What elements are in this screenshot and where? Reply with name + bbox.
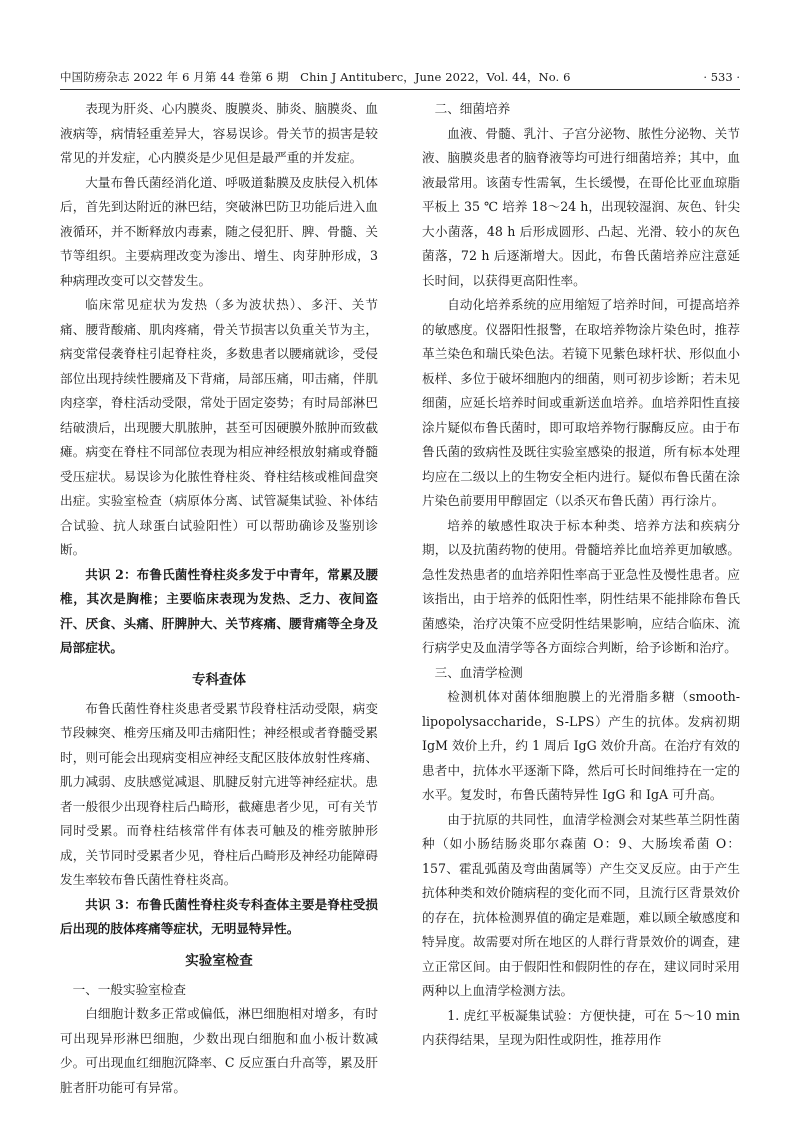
header-rule <box>60 89 740 90</box>
body-paragraph: 血液、骨髓、乳汁、子宫分泌物、脓性分泌物、关节液、脑膜炎患者的脑脊液等均可进行细菌培养；其中，血液最常用。该菌专性需氧，生长缓慢，在哥伦比亚血琼脂平板上 35 ℃ 培养 18～24 h，出现较湿润、灰色、针尖大小菌落，48 h 后形成圆形、凸起、光滑、较小的灰色菌落，72 h 后逐渐增大。因此，布鲁氏菌培养应注意延长时间，以获得更高阳性率。 <box>422 125 740 288</box>
body-paragraph: 检测机体对菌体细胞膜上的光滑脂多糖（smooth-lipopolysaccharide，S-LPS）产生的抗体。发病初期 IgM 效价上升，约 1 周后 IgG 效价升高。在治疗有效的患者中，抗体水平逐渐下降，然后可长时间维持在一定的水平。复发时，布鲁氏菌特异性 IgG 和 IgA 可升高。 <box>422 689 740 802</box>
consensus-statement: 共识 2：布鲁氏菌性脊柱炎多发于中青年，常累及腰椎，其次是胸椎；主要临床表现为发热、乏力、夜间盗汗、厌食、头痛、肝脾肿大、关节疼痛、腰背痛等全身及局部症状。 <box>60 566 378 655</box>
section-heading: 专科查体 <box>192 671 246 688</box>
body-paragraph: 白细胞计数多正常或偏低，淋巴细胞相对增多，有时可出现异形淋巴细胞，少数出现白细胞和血小板计数减少。可出现血红细胞沉降率、C 反应蛋白升高等，累及肝脏者肝功能可有异常。 <box>60 1006 378 1095</box>
running-header <box>60 66 740 88</box>
consensus-statement: 共识 3：布鲁氏菌性脊柱炎专科查体主要是脊柱受损后出现的肢体疼痛等症状，无明显特异性。 <box>60 896 378 936</box>
body-paragraph: 培养的敏感性取决于标本种类、培养方法和疾病分期，以及抗菌药物的使用。骨髓培养比血培养更加敏感。急性发热患者的血培养阳性率高于亚急性及慢性患者。应该指出，由于培养的低阳性率，阴性结果不能排除布鲁氏菌感染，治疗决策不应受阴性结果影响，应结合临床、流行病学史及血清学等各方面综合判断，给予诊断和治疗。 <box>422 517 740 655</box>
section-heading: 实验室检查 <box>185 952 253 969</box>
body-paragraph: 大量布鲁氏菌经消化道、呼吸道黏膜及皮肤侵入机体后，首先到达附近的淋巴结，突破淋巴防卫功能后进入血液循环，并不断释放内毒素，随之侵犯肝、脾、骨髓、关节等组织。主要病理改变为渗出、增生、肉芽肿形成，3 种病理改变可以交替发生。 <box>60 174 378 288</box>
subsection-heading: 三、血清学检测 <box>434 664 523 680</box>
page-number: · 533 · <box>703 70 740 84</box>
body-paragraph: 临床常见症状为发热（多为波状热）、多汗、关节痛、腰背酸痛、肌肉疼痛，骨关节损害以负重关节为主，病变常侵袭脊柱引起脊柱炎，多数患者以腰痛就诊，受侵部位出现持续性腰痛及下背痛，局部压痛，叩击痛，伴肌肉痉挛，脊柱活动受限，常处于固定姿势；有时局部淋巴结破溃后，出现腰大肌脓肿，甚至可因硬膜外脓肿而致截瘫。病变在脊柱不同部位表现为相应神经根放射痛或脊髓受压症状。易误诊为化脓性脊柱炎、脊柱结核或椎间盘突出症。实验室检查（病原体分离、试管凝集试验、补体结合试验、抗人球蛋白试验阳性）可以帮助确诊及鉴别诊断。 <box>60 297 378 557</box>
body-paragraph: 1. 虎红平板凝集试验：方便快捷，可在 5～10 min 内获得结果，呈现为阳性或阴性，推荐用作 <box>422 1007 740 1047</box>
body-paragraph: 由于抗原的共同性，血清学检测会对某些革兰阴性菌种（如小肠结肠炎耶尔森菌 O：9、大肠埃希菌 O：157、霍乱弧菌及弯曲菌属等）产生交叉反应。由于产生抗体种类和效价随病程的变化而不同，且流行区背景效价的存在，抗体检测界值的确定是难题，难以顾全敏感度和特异度。故需要对所在地区的人群行背景效价的调查，建立正常区间。由于假阳性和假阴性的存在，建议同时采用两种以上血清学检测方法。 <box>422 811 740 998</box>
left-column <box>60 97 378 1100</box>
body-paragraph: 布鲁氏菌性脊柱炎患者受累节段脊柱活动受限，病变节段棘突、椎旁压痛及叩击痛阳性；神经根或者脊髓受累时，则可能会出现病变相应神经支配区肢体放射性疼痛、肌力减弱、皮肤感觉减退、肌腱反射亢进等神经症状。患者一般很少出现脊柱后凸畸形，截瘫患者少见，可有关节同时受累。而脊柱结核常伴有体表可触及的椎旁脓肿形成，关节同时受累者少见，脊柱后凸畸形及神经功能障碍发生率较布鲁氏菌性脊柱炎高。 <box>60 700 378 887</box>
subsection-heading: 一、一般实验室检查 <box>72 981 186 997</box>
subsection-heading: 二、细菌培养 <box>434 101 511 116</box>
journal-citation: 中国防痨杂志 2022 年 6 月第 44 卷第 6 期 Chin J Antituberc，June 2022，Vol. 44，No. 6 <box>60 70 571 84</box>
right-column <box>422 97 740 1053</box>
body-paragraph: 自动化培养系统的应用缩短了培养时间，可提高培养的敏感度。仪器阳性报警，在取培养物涂片染色时，推荐革兰染色和瑞氏染色法。若镜下见紫色球杆状、形似血小板样、多位于破坏细胞内的细菌，则可初步诊断；若未见细菌，应延长培养时间或重新送血培养。血培养阳性直接涂片疑似布鲁氏菌时，即可取培养物行脲酶反应。由于布鲁氏菌的致病性及既往实验室感染的报道，所有标本处理均应在二级以上的生物安全柜内进行。疑似布鲁氏菌在涂片染色前要用甲醇固定（以杀灭布鲁氏菌）再行涂片。 <box>422 297 740 508</box>
body-paragraph: 表现为肝炎、心内膜炎、腹膜炎、肺炎、脑膜炎、血液病等，病情轻重差异大，容易误诊。骨关节的损害是较常见的并发症，心内膜炎是少见但是最严重的并发症。 <box>60 101 378 165</box>
